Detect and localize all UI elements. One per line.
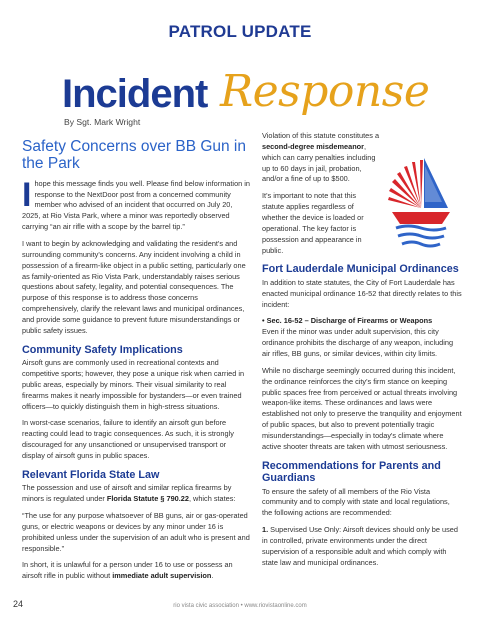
footer-text: rio vista civic association • www.riovistaonline.com <box>173 603 307 609</box>
paragraph-safety-2: In worst-case scenarios, failure to identify an airsoft gun before reacting could lead to tragic consequences. As such, it is strongly discouraged for any unsanctioned or unsupervised transport or display of airsoft guns in public spaces. <box>22 418 234 461</box>
heading-law: Relevant Florida State Law <box>22 468 160 481</box>
short-text-post: . <box>211 571 214 581</box>
rec-number: 1. <box>262 525 269 535</box>
page-title-script: Response <box>220 66 430 117</box>
drop-cap: I <box>22 175 32 214</box>
byline: By Sgt. Mark Wright <box>64 117 141 127</box>
paragraph-law <box>22 483 250 505</box>
heading-safety: Community Safety Implications <box>22 343 183 356</box>
statute-quote: “The use for any purpose whatsoever of BB guns, air or gas-operated guns, or electric weapons or devices by any minor under 16 is prohibited unless under the supervision of an adult who is present and responsible.” <box>22 511 250 553</box>
paragraph-violation <box>262 131 380 185</box>
law-text-post: , which states: <box>188 494 236 504</box>
paragraph-short <box>22 560 250 582</box>
paragraph-rec-intro: To ensure the safety of all members of the Rio Vista community and to comply with state and local regulations, the following actions are recommended: <box>262 486 450 518</box>
intro-text: hope this message finds you well. Please find below information in response to the NextDoor post from a concerned community member who advised of an incident that occurred on July 20, 2025, at Rio Vista Park, where a minor was reportedly observed carrying “an air rifle with a scope by the barrel tip.” <box>22 178 250 232</box>
heading-ordinances: Fort Lauderdale Municipal Ordinances <box>262 263 459 276</box>
recommendation-1 <box>262 525 462 568</box>
paragraph-while: While no discharge seemingly occurred during this incident, the ordinance reinforces the city's firm stance on keeping public spaces free from perceived or actual threats involving weapon-like items. These ordinances and laws were established not only to preserve the tranquility and enjoyment of public spaces, but also to prevent potentially tragic misunderstandings—especially in today's climate where active shooter threats are taken with utmost seriousness. <box>262 365 462 451</box>
ordinance-body: Even if the minor was under adult supervision, this city ordinance prohibits the discharge of any weapon, including air rifles, BB guns, or similar devices, within city limits. <box>262 327 454 359</box>
violation-post: , which can carry penalties including up to 60 days in jail, probation, and/or a fine of up to $500. <box>262 141 376 184</box>
paragraph-ack: I want to begin by acknowledging and validating the resident's and surrounding community's concerns. Any incident involving a child in possession of a firearm-like object in a public setting, particularly one as family-oriented as Rio Vista Park, understandably raises serious questions about safety, legality, and potential consequences. The purpose of this response is to address those concerns comprehensively, clarify the relevant laws and municipal ordinances, and provide some guidance to prevent future misunderstandings or public safety issues. <box>22 239 246 335</box>
heading-recommendations: Recommendations for Parents and Guardians <box>262 459 441 485</box>
statute-ref: Florida Statute § 790.22 <box>106 494 189 504</box>
left-column <box>22 136 250 588</box>
paragraph-safety-1: Airsoft guns are commonly used in recreational contexts and competitive sports; however, they pose a unique risk when carried in public areas, especially by minors. Their visual similarity to real firearms makes it nearly impossible for bystanders—or even trained officers—to quickly distinguish them in high-stress situations. <box>22 358 245 411</box>
rec-text: Supervised Use Only: Airsoft devices should only be used in controlled, private environments under the direct supervision of a responsible adult and which comply with state law and municipal ordinances. <box>262 525 458 567</box>
violation-pre: Violation of this statute constitutes a <box>262 131 380 140</box>
section-kicker: PATROL UPDATE <box>168 22 312 41</box>
right-column <box>262 131 462 575</box>
ordinance-section <box>262 316 462 359</box>
short-text-bold: immediate adult supervision <box>112 571 212 581</box>
paragraph-note: It's important to note that this statute applies regardless of whether the device is loaded or operational. The key factor is possession and appearance in public. <box>262 191 364 255</box>
intro-paragraph <box>22 175 250 233</box>
page-title-main: Incident <box>62 72 208 116</box>
law-text-pre: The possession and use of airsoft and similar replica firearms by minors is regulated under <box>22 483 232 504</box>
article-headline: Safety Concerns over BB Gun in the Park <box>22 138 247 173</box>
page-number: 24 <box>13 599 24 609</box>
short-text-pre: In short, it is unlawful for a person under 16 to use or possess an airsoft rifle in public without <box>22 560 233 581</box>
paragraph-ordinance-intro: In addition to state statutes, the City of Fort Lauderdale has enacted municipal ordinance 16-52 that directly relates to this incident: <box>262 277 462 309</box>
violation-bold: second-degree misdemeanor <box>262 141 365 151</box>
ordinance-title: • Sec. 16-52 – Discharge of Firearms or Weapons <box>262 316 433 326</box>
